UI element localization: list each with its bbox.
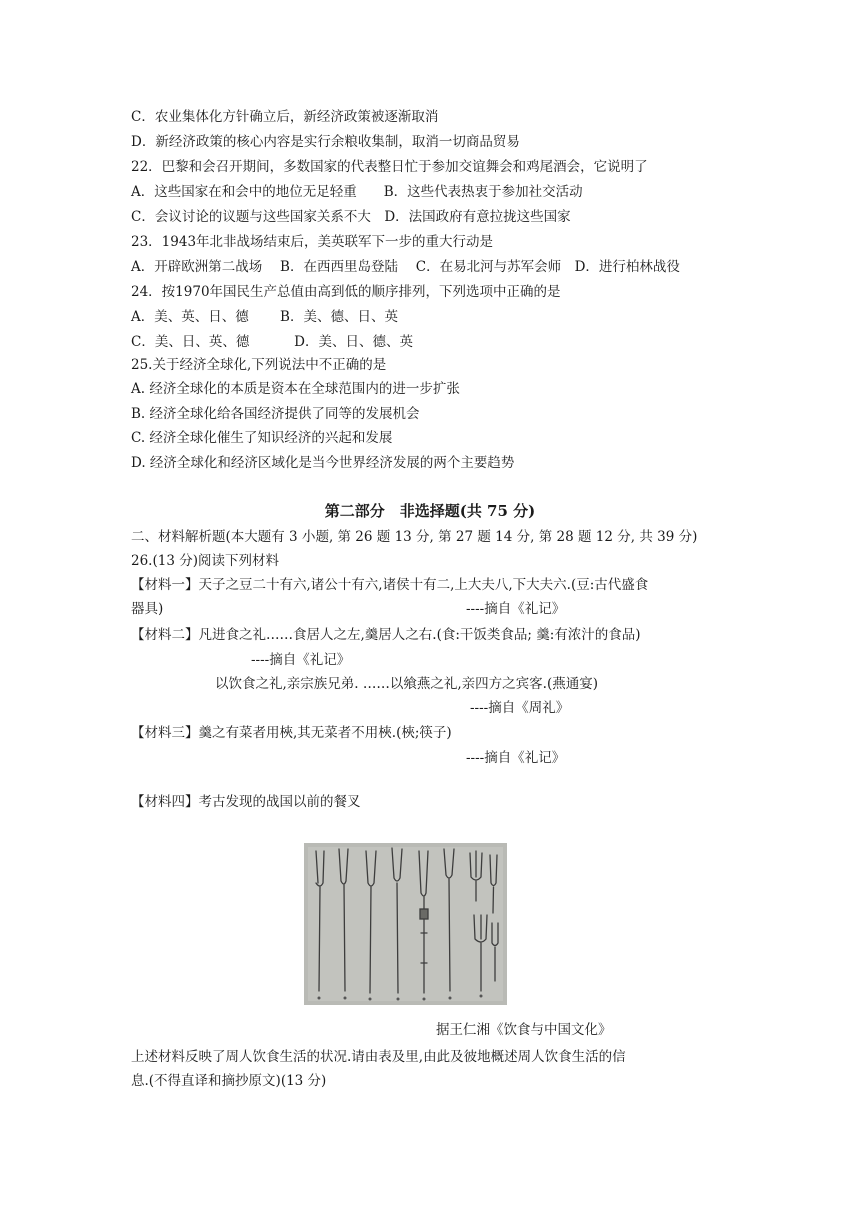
material-three-text: 【材料三】羹之有菜者用梜,其无菜者不用梜.(梜;筷子) bbox=[131, 725, 452, 741]
material-one-text-cont: 器具) bbox=[131, 601, 164, 617]
q25-stem: 25.关于经济全球化,下列说法中不正确的是 bbox=[131, 357, 387, 373]
question-prompt-line-1: 上述材料反映了周人饮食生活的状况.请由表及里,由此及彼地概述周人饮食生活的信 bbox=[131, 1049, 626, 1065]
q25-option-d: D. 经济全球化和经济区域化是当今世界经济发展的两个主要趋势 bbox=[131, 455, 515, 471]
material-two-text-2: 以饮食之礼,亲宗族兄弟. ……以飨燕之礼,亲四方之宾客.(燕通宴) bbox=[215, 676, 598, 692]
part-two-heading: 第二部分 非选择题(共 75 分) bbox=[324, 502, 536, 520]
q24-stem: 24．按1970年国民生产总值由高到低的顺序排列，下列选项中正确的是 bbox=[131, 284, 561, 300]
q25-option-c: C. 经济全球化催生了知识经济的兴起和发展 bbox=[131, 430, 393, 446]
q21-option-d: D．新经济政策的核心内容是实行余粮收集制，取消一切商品贸易 bbox=[131, 134, 520, 150]
material-one-text: 【材料一】天子之豆二十有六,诸公十有六,诸侯十有二,上大夫八,下大夫六.(豆:古代盛食 bbox=[131, 577, 649, 593]
q23-options: A．开辟欧洲第二战场 B．在西西里岛登陆 C．在易北河与苏军会师 D．进行柏林战役 bbox=[131, 259, 680, 275]
figure-caption: 据王仁湘《饮食与中国文化》 bbox=[436, 1022, 612, 1038]
section-two-intro: 二、材料解析题(本大题有 3 小题, 第 26 题 13 分, 第 27 题 14 分, 第 28 题 12 分, 共 39 分) bbox=[131, 529, 698, 545]
q23-stem: 23．1943年北非战场结束后，美英联军下一步的重大行动是 bbox=[131, 234, 494, 250]
forks-drawing bbox=[304, 843, 507, 1005]
q25-option-a: A. 经济全球化的本质是资本在全球范围内的进一步扩张 bbox=[131, 381, 460, 397]
ancient-forks-photo bbox=[304, 843, 507, 1005]
material-one-source: ----摘自《礼记》 bbox=[466, 601, 566, 617]
q22-options-ab: A．这些国家在和会中的地位无足轻重 B．这些代表热衷于参加社交活动 bbox=[131, 184, 583, 200]
material-two-source-1: ----摘自《礼记》 bbox=[251, 652, 351, 668]
q22-stem: 22．巴黎和会召开期间，多数国家的代表整日忙于参加交谊舞会和鸡尾酒会，它说明了 bbox=[131, 159, 648, 175]
q22-options-cd: C．会议讨论的议题与这些国家关系不大 D．法国政府有意拉拢这些国家 bbox=[131, 209, 571, 225]
material-four-text: 【材料四】考古发现的战国以前的餐叉 bbox=[131, 794, 361, 810]
material-two-source-2: ----摘自《周礼》 bbox=[470, 700, 570, 716]
q25-option-b: B. 经济全球化给各国经济提供了同等的发展机会 bbox=[131, 406, 420, 422]
q24-options-ab: A．美、英、日、德 B．美、德、日、英 bbox=[131, 309, 398, 325]
q26-stem: 26.(13 分)阅读下列材料 bbox=[131, 553, 279, 569]
question-prompt-line-2: 息.(不得直译和摘抄原文)(13 分) bbox=[131, 1073, 327, 1089]
material-three-source: ----摘自《礼记》 bbox=[466, 750, 566, 766]
q21-option-c: C．农业集体化方针确立后，新经济政策被逐渐取消 bbox=[131, 109, 439, 125]
material-two-text: 【材料二】凡进食之礼……食居人之左,羹居人之右.(食:干饭类食品; 羹:有浓汁的食品) bbox=[131, 627, 641, 643]
q24-options-cd: C．美、日、英、德 D．美、日、德、英 bbox=[131, 334, 413, 350]
